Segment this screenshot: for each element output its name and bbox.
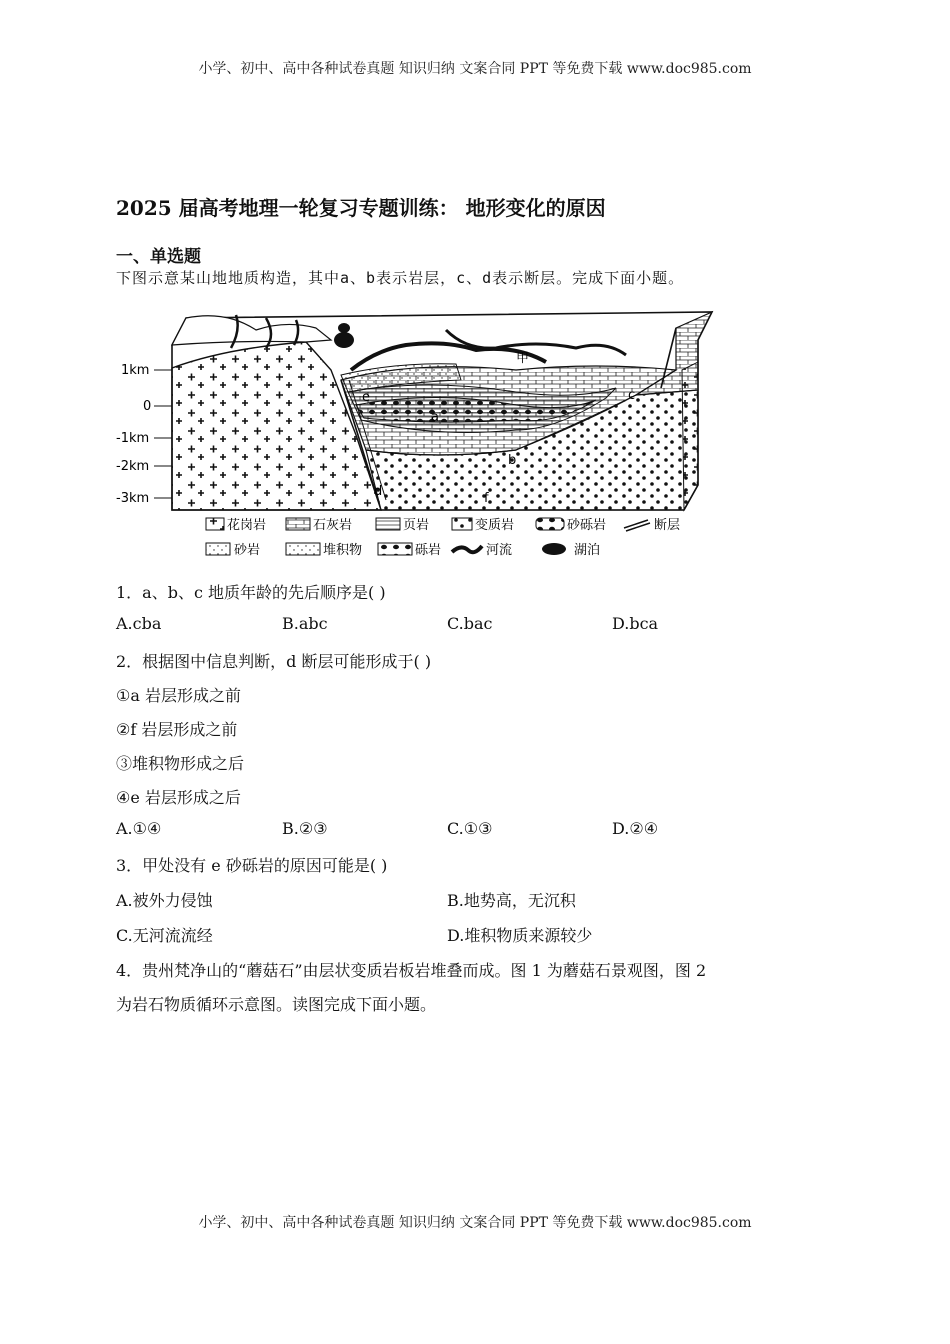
option: A.cba <box>116 614 162 633</box>
option: B.地势高，无沉积 <box>447 891 576 910</box>
legend-label: 砂砾岩 <box>567 518 607 533</box>
statement: ①a 岩层形成之前 <box>116 686 241 705</box>
page-footer: 小学、初中、高中各种试卷真题 知识归纳 文案合同 PPT 等免费下载 www.doc985.com <box>198 1215 752 1231</box>
legend-label: 页岩 <box>403 518 430 533</box>
axis-label: -2km <box>116 459 150 474</box>
label-b: b <box>508 453 517 468</box>
question-4-stem: 4．贵州梵净山的“蘑菇石”由层状变质岩板岩堆叠而成。图 1 为蘑菇石景观图，图 2 <box>116 961 707 980</box>
option: A.被外力侵蚀 <box>116 891 213 910</box>
geology-diagram <box>116 300 716 570</box>
question-3-stem: 3．甲处没有 e 砂砾岩的原因可能是( ) <box>116 856 388 875</box>
lake <box>338 323 350 333</box>
question-1-stem: 1．a、b、c 地质年龄的先后顺序是( ) <box>116 583 386 602</box>
question-4-stem-continued: 为岩石物质循环示意图。读图完成下面小题。 <box>116 995 437 1014</box>
legend-label: 河流 <box>486 543 513 558</box>
axis-label: -3km <box>116 491 150 506</box>
axis-label: 1km <box>121 363 150 378</box>
legend-label: 石灰岩 <box>313 518 353 533</box>
label-jia: 甲 <box>516 351 530 366</box>
option: C.bac <box>447 614 493 633</box>
label-a: a <box>431 410 439 425</box>
label-d: d <box>374 484 383 499</box>
label-c: c <box>628 388 636 403</box>
section-heading: 一、单选题 <box>116 247 201 267</box>
label-f: f <box>484 491 489 506</box>
option: D.②④ <box>612 819 659 838</box>
intro-text: 下图示意某山地地质构造，其中a、b表示岩层，c、d表示断层。完成下面小题。 <box>116 269 685 287</box>
question-2-stem: 2．根据图中信息判断，d 断层可能形成于( ) <box>116 652 432 671</box>
page-title: 2025 届高考地理一轮复习专题训练： 地形变化的原因 <box>116 196 606 220</box>
option: B.abc <box>282 614 328 633</box>
statement: ③堆积物形成之后 <box>116 754 245 773</box>
option: A.①④ <box>116 819 162 838</box>
label-e: e <box>362 390 370 405</box>
lake <box>334 332 354 348</box>
axis-label: -1km <box>116 431 150 446</box>
option: C.①③ <box>447 819 493 838</box>
page-header: 小学、初中、高中各种试卷真题 知识归纳 文案合同 PPT 等免费下载 www.doc985.com <box>198 61 752 77</box>
option: C.无河流流经 <box>116 926 213 945</box>
legend-label: 湖泊 <box>574 543 601 558</box>
legend-label: 砂岩 <box>234 543 261 558</box>
statement: ②f 岩层形成之前 <box>116 720 238 739</box>
legend-label: 砾岩 <box>415 543 442 558</box>
option: D.堆积物质来源较少 <box>447 926 593 945</box>
option: D.bca <box>612 614 659 633</box>
legend-label: 花岗岩 <box>227 518 267 533</box>
axis-label: 0 <box>143 399 152 414</box>
option: B.②③ <box>282 819 328 838</box>
statement: ④e 岩层形成之后 <box>116 788 241 807</box>
legend-label: 断层 <box>654 518 681 533</box>
legend-label: 变质岩 <box>475 518 515 533</box>
legend-label: 堆积物 <box>323 543 363 558</box>
